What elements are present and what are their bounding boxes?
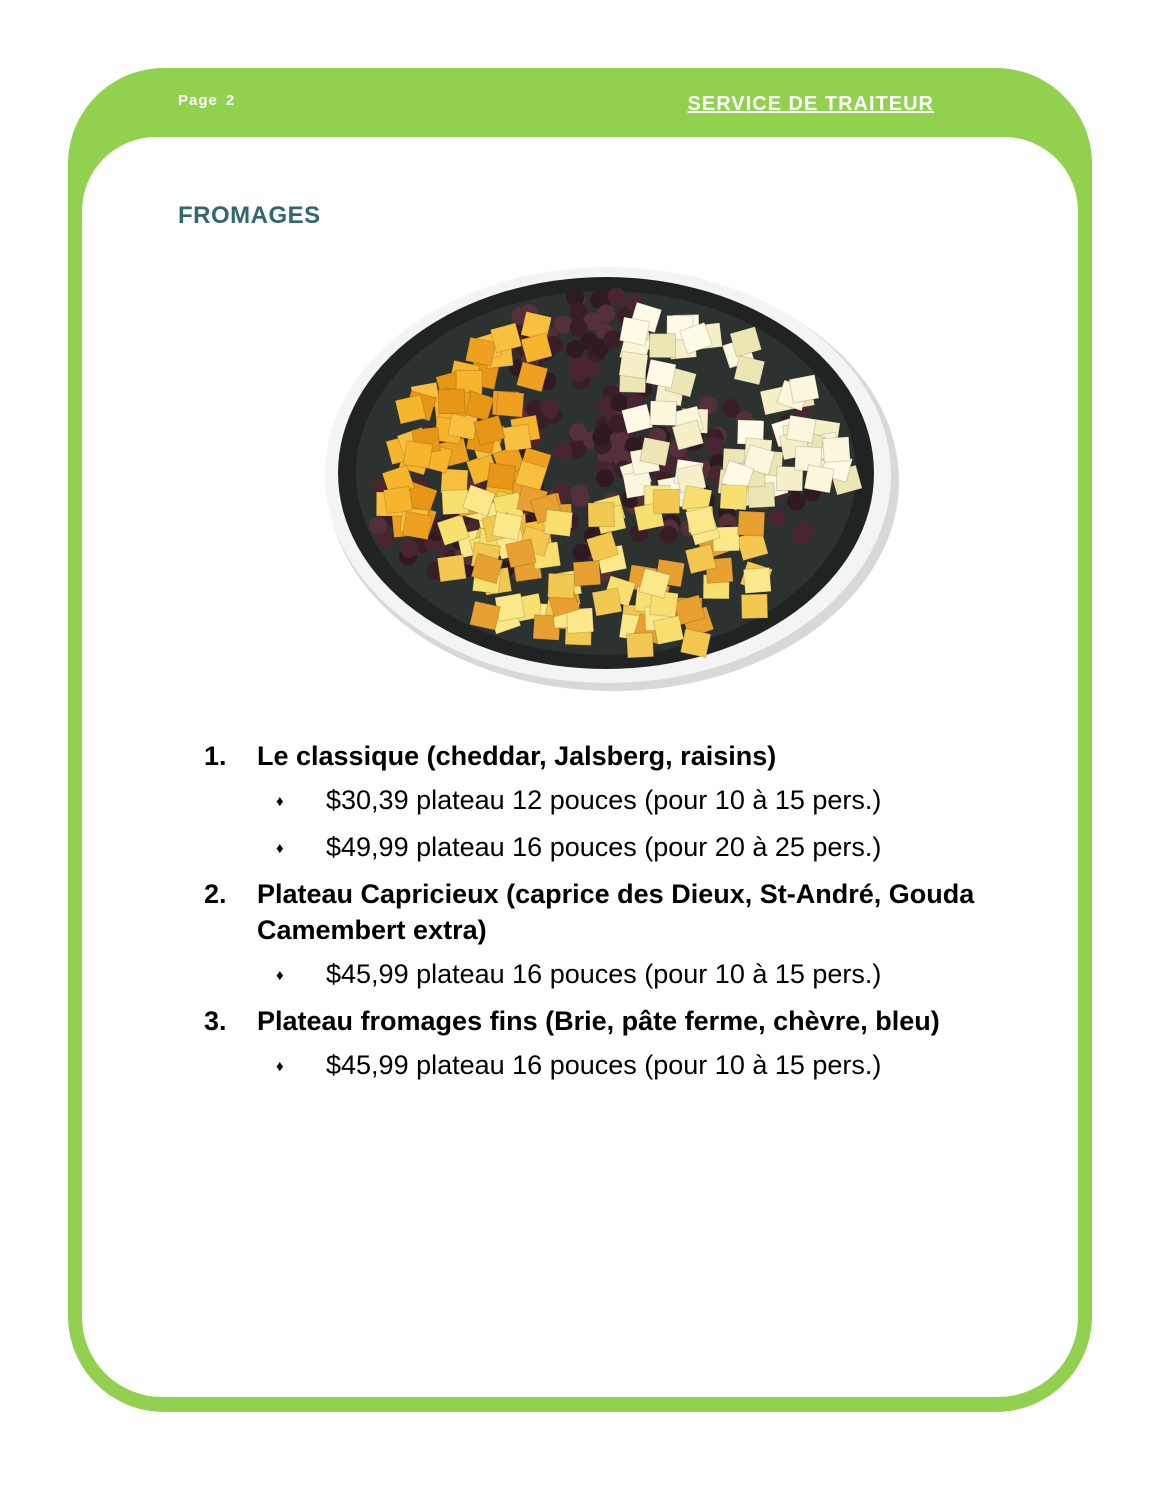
price-text: $45,99 plateau 16 pouces (pour 10 à 15 pers.) xyxy=(326,959,882,989)
diamond-bullet-icon: ♦ xyxy=(276,1058,284,1075)
price-text: $49,99 plateau 16 pouces (pour 20 à 25 pers.) xyxy=(326,832,882,862)
price-text: $30,39 plateau 12 pouces (pour 10 à 15 pers.) xyxy=(326,785,882,815)
menu-item-number: 3. xyxy=(204,1006,227,1036)
menu-list xyxy=(200,738,1000,1094)
menu-item-title: Plateau fromages fins (Brie, pâte ferme, chèvre, bleu) xyxy=(257,1006,940,1036)
menu-item-number: 2. xyxy=(204,879,227,909)
menu-item-title: Plateau Capricieux (caprice des Dieux, St-André, Gouda Camembert extra) xyxy=(257,879,975,945)
header-title: SERVICE DE TRAITEUR xyxy=(687,93,934,115)
section-title: FROMAGES xyxy=(178,202,321,229)
price-line xyxy=(200,829,1000,865)
menu-item xyxy=(200,1003,1000,1039)
price-text: $45,99 plateau 16 pouces (pour 10 à 15 pers.) xyxy=(326,1050,882,1080)
menu-item-title: Le classique (cheddar, Jalsberg, raisins) xyxy=(257,741,777,771)
price-line xyxy=(200,1047,1000,1083)
menu-item-number: 1. xyxy=(204,741,227,771)
diamond-bullet-icon: ♦ xyxy=(276,967,284,984)
price-line xyxy=(200,956,1000,992)
menu-item xyxy=(200,876,1000,948)
menu-item xyxy=(200,738,1000,774)
page-number-value: 2 xyxy=(225,92,236,109)
page-number xyxy=(178,92,235,109)
page-label: Page xyxy=(178,92,218,109)
cheese-platter-photo xyxy=(318,255,904,695)
diamond-bullet-icon: ♦ xyxy=(276,793,284,810)
diamond-bullet-icon: ♦ xyxy=(276,840,284,857)
price-line xyxy=(200,782,1000,818)
